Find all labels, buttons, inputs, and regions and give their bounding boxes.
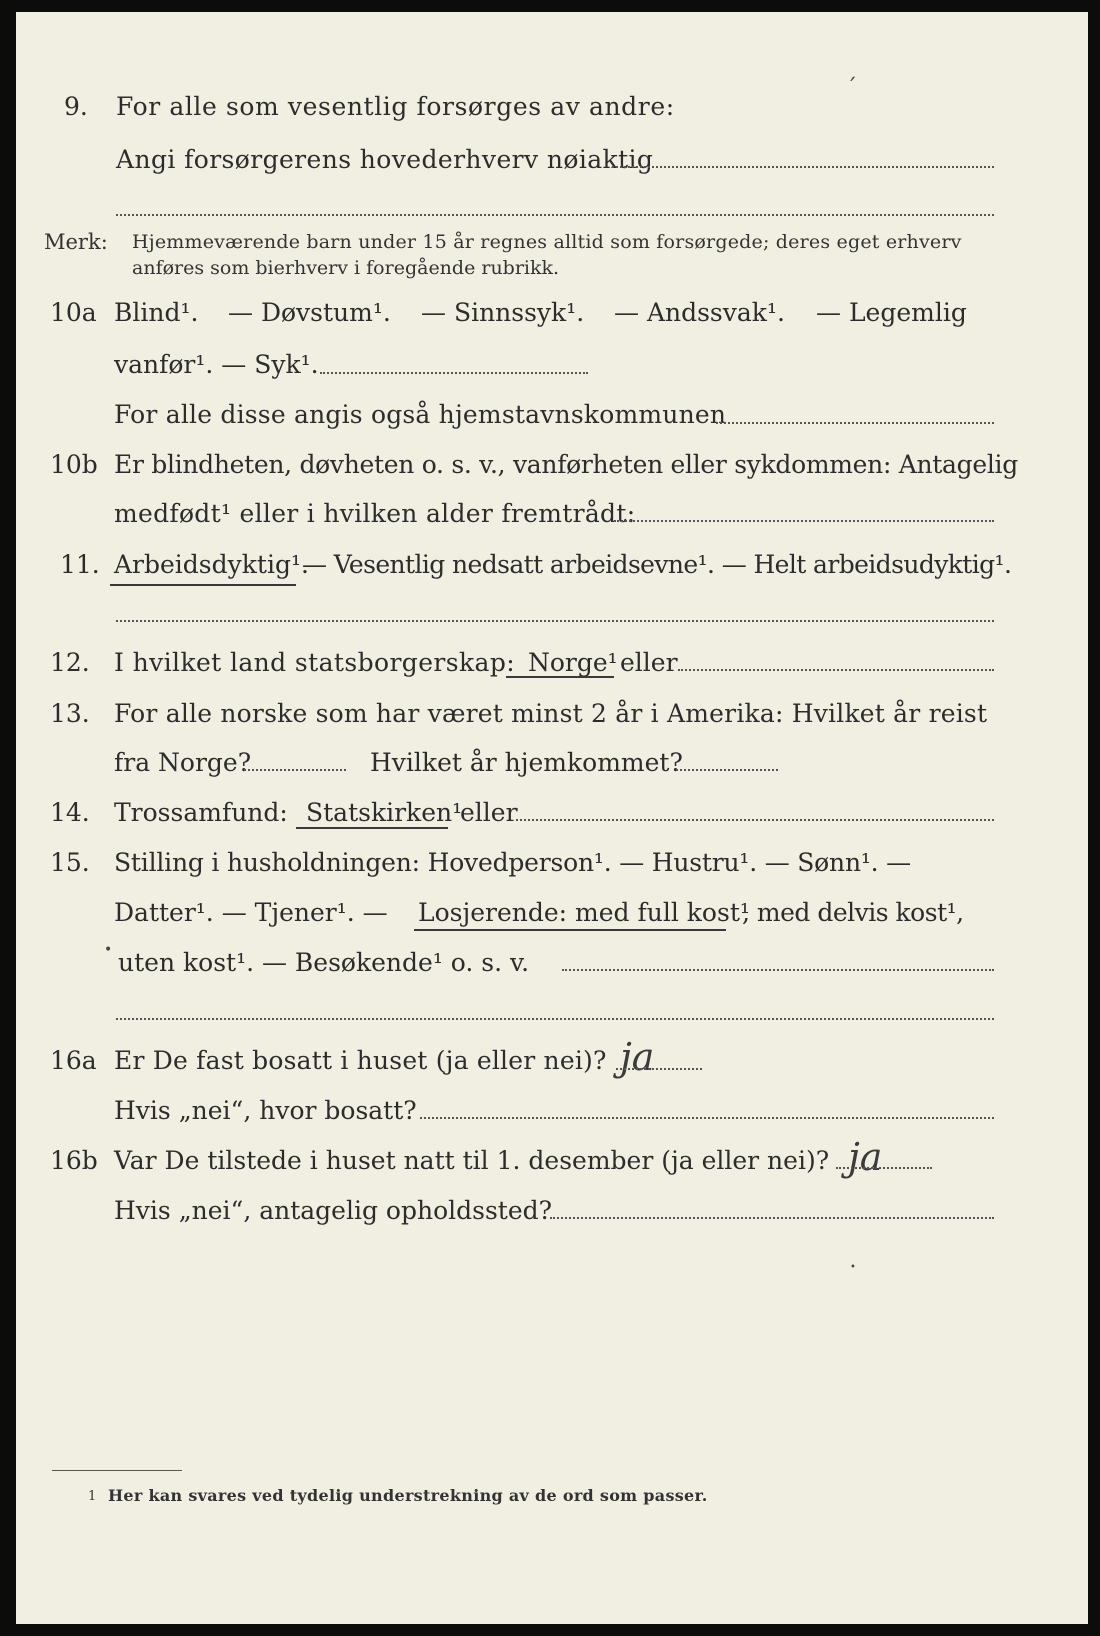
q15-losjerende-underline [414,929,726,931]
q12-number: 12. [50,648,90,677]
q10b-line2: medfødt¹ eller i hvilken alder fremtrådt: [114,499,636,528]
q15-datter-tjener: Datter¹. — Tjener¹. — [114,898,388,927]
q10a-line3: For alle disse angis også hjemstavnskommunen [114,400,727,429]
q10b-answer-line [614,520,994,522]
merk-line2: anføres som bierhverv i foregående rubrikk. [132,257,560,279]
q13-number: 13. [50,699,90,728]
footnote-number: 1 [88,1489,97,1504]
q14-eller: eller [460,798,518,827]
merk-line1: Hjemmeværende barn under 15 år regnes alltid som forsørgede; deres eget erhverv [132,231,962,253]
q14-statskirken: Statskirken¹ [306,798,463,827]
margin-dot-mark: • [104,942,113,958]
q9-answer-line [612,166,994,168]
q16a-answer-line [616,1068,702,1070]
q12-answer-line [678,669,994,671]
q10a-legemlig: — Legemlig [816,298,967,327]
q12-eller: eller [620,648,678,677]
footnote-separator [52,1470,182,1471]
q10b-number: 10b [50,450,98,479]
q10a-number: 10a [50,298,97,327]
q16a-number: 16a [50,1046,97,1075]
q13-hjemkommet-label: Hvilket år hjemkommet? [370,748,683,777]
ink-speck: • [850,1262,856,1273]
q12-norge: Norge¹ [528,648,618,677]
census-form-page [16,12,1088,1624]
q10a-blind: Blind¹. [114,298,199,327]
q10a-line2: vanfør¹. — Syk¹. [114,350,319,379]
q15-answer-line-2 [116,1018,994,1020]
q12-text: I hvilket land statsborgerskap: [114,648,516,677]
q13-line1: For alle norske som har været minst 2 år i Amerika: Hvilket år reist [114,699,988,728]
q10a-andssvak: — Andssvak¹. [614,298,785,327]
q16b-hvis-nei: Hvis „nei“, antagelig opholdssted? [114,1196,553,1225]
q16a-question: Er De fast bosatt i huset (ja eller nei)? [114,1046,607,1075]
q11-answer-line [116,620,994,622]
q16b-answer-line [836,1167,932,1169]
q16a-handwritten-answer: ja [620,1035,655,1079]
q14-answer-line [516,819,994,821]
q14-number: 14. [50,798,90,827]
q16b-question: Var De tilstede i huset natt til 1. desember (ja eller nei)? [114,1146,830,1175]
q16a-bosatt-line [420,1117,994,1119]
q16a-hvis-nei: Hvis „nei“, hvor bosatt? [114,1096,417,1125]
q9-line2: Angi forsørgerens hovederhverv nøiaktig [116,145,654,174]
q15-delvis-kost: , med delvis kost¹, [742,898,964,927]
q13-hjemkommet-line [676,769,778,771]
q12-norge-underline [506,676,614,678]
q15-number: 15. [50,848,90,877]
q11-rest: — Vesentlig nedsatt arbeidsevne¹. — Helt arbeidsudyktig¹. [302,550,1012,579]
q10b-line1: Er blindheten, døvheten o. s. v., vanførheten eller sykdommen: Antagelig [114,450,1018,479]
merk-label: Merk: [44,230,108,254]
footnote-text: Her kan svares ved tydelig understrekning av de ord som passer. [108,1486,708,1505]
q9-line1: For alle som vesentlig forsørges av andre: [116,92,675,121]
q13-reist-label: fra Norge? [114,748,252,777]
q15-line3: uten kost¹. — Besøkende¹ o. s. v. [118,948,530,977]
q10a-answer-line [320,372,588,374]
q16b-number: 16b [50,1146,98,1175]
q10a-sinnssyk: — Sinnssyk¹. [421,298,585,327]
q11-arbeidsdyktig: Arbeidsdyktig¹. [114,550,309,579]
q10a-dovstum: — Døvstum¹. [228,298,391,327]
check-tick-mark: ˊ [846,76,857,101]
q11-number: 11. [60,550,100,579]
q16b-handwritten-answer: ja [848,1135,883,1179]
q14-statskirken-underline [296,827,448,829]
q15-losjerende: Losjerende: med full kost¹ [418,898,750,927]
q13-reist-line [244,769,346,771]
q9-number: 9. [64,92,88,121]
q11-handwritten-underline [110,584,296,586]
q15-answer-line [562,969,994,971]
q16b-opholdssted-line [550,1217,994,1219]
q15-line1: Stilling i husholdningen: Hovedperson¹. — Hustru¹. — Sønn¹. — [114,848,911,877]
q10a-hjemstavn-line [716,422,994,424]
q14-text: Trossamfund: [114,798,288,827]
q9-answer-line-2 [116,214,994,216]
